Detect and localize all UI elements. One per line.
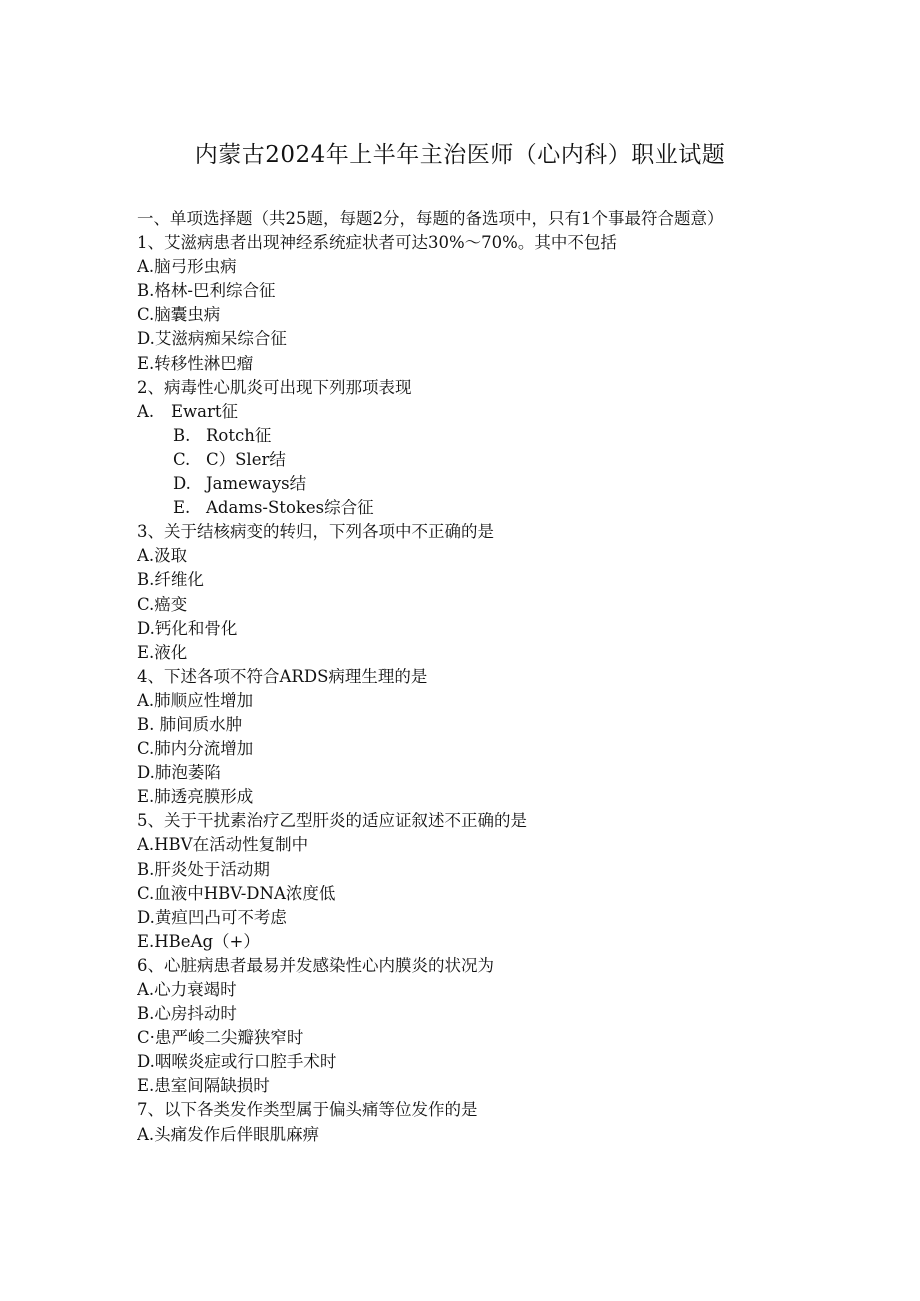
question-stem: 2、病毒性心肌炎可出现下列那项表现 (137, 377, 412, 397)
answer-option: E.转移性淋巴瘤 (137, 353, 254, 373)
answer-option: B. 肺间质水肿 (137, 714, 243, 734)
answer-option: B.纤维化 (137, 570, 204, 590)
answer-option: D.黄疸凹凸可不考虑 (137, 907, 287, 927)
answer-option: B.肝炎处于活动期 (137, 859, 270, 879)
answer-option: C·患严峻二尖瓣狭窄时 (137, 1028, 304, 1048)
answer-option: E.液化 (137, 642, 188, 662)
answer-option: A.头痛发作后伴眼肌麻痹 (137, 1124, 320, 1144)
section-heading: 一、单项选择题（共25题，每题2分，每题的备选项中，只有1个事最符合题意） (137, 209, 724, 228)
answer-option: E.HBeAg（+） (137, 931, 260, 951)
question-stem: 3、关于结核病变的转归，下列各项中不正确的是 (137, 522, 494, 542)
answer-option: A.肺顺应性增加 (137, 690, 254, 710)
question-stem: 6、心脏病患者最易并发感染性心内膜炎的状况为 (137, 955, 494, 975)
option-text: Rotch征 (206, 425, 272, 445)
answer-option: E.患室间隔缺损时 (137, 1076, 270, 1096)
answer-option: B.格林-巴利综合征 (137, 281, 276, 301)
answer-option (137, 424, 767, 448)
answer-option (137, 400, 767, 424)
answer-option: D.咽喉炎症或行口腔手术时 (137, 1052, 337, 1072)
option-letter: D. (173, 474, 191, 494)
answer-option: A.脑弓形虫病 (137, 257, 237, 277)
option-text: Adams-Stokes综合征 (206, 498, 374, 518)
question-stem: 7、以下各类发作类型属于偏头痛等位发作的是 (137, 1100, 478, 1120)
answer-option: C.癌变 (137, 594, 188, 614)
answer-option (137, 448, 767, 472)
option-text: C）Sler结 (206, 449, 286, 469)
option-text: Ewart征 (171, 401, 239, 421)
answer-option: C.血液中HBV-DNA浓度低 (137, 883, 336, 903)
answer-option: C.脑囊虫病 (137, 305, 221, 325)
answer-option: B.心房抖动时 (137, 1004, 237, 1024)
answer-option: A.汲取 (137, 546, 188, 566)
answer-option: A.心力衰竭时 (137, 980, 237, 999)
option-letter: C. (173, 449, 191, 469)
document-title: 内蒙古2024年上半年主治医师（心内科）职业试题 (194, 142, 726, 168)
answer-option: D.艾滋病痴呆综合征 (137, 329, 287, 349)
option-text: Jameways结 (206, 474, 307, 494)
question-stem: 1、艾滋病患者出现神经系统症状者可达30%～70%。其中不包括 (137, 233, 617, 253)
answer-option: D.肺泡萎陷 (137, 763, 221, 783)
option-letter: E. (173, 498, 191, 518)
answer-option: D.钙化和骨化 (137, 618, 238, 638)
answer-option (137, 496, 767, 520)
answer-option: E.肺透亮膜形成 (137, 787, 254, 807)
answer-option: C.肺内分流增加 (137, 739, 254, 759)
option-letter: B. (173, 425, 191, 445)
question-stem: 5、关于干扰素治疗乙型肝炎的适应证叙述不正确的是 (137, 811, 527, 831)
answer-option (137, 472, 767, 496)
option-letter: A. (137, 401, 155, 421)
answer-option: A.HBV在活动性复制中 (137, 835, 309, 855)
question-stem: 4、下述各项不符合ARDS病理生理的是 (137, 666, 428, 686)
document-body (137, 207, 767, 1147)
